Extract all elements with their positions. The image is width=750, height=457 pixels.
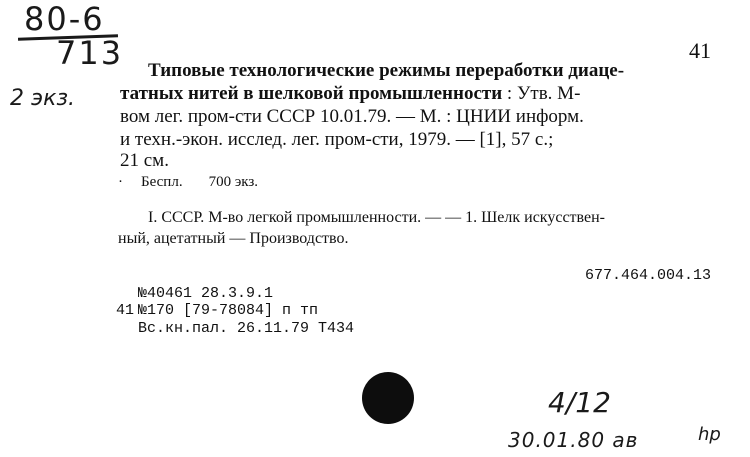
description-line-3: вом лег. пром-сти СССР 10.01.79. — М. : ЦНИИ информ. (120, 106, 584, 127)
reference-line-1: №40461 28.3.9.1 (138, 285, 274, 302)
handwritten-initials: hp (698, 424, 721, 445)
description-line-5: 21 см. (120, 150, 169, 171)
reference-line-3: Вс.кн.пал. 26.11.79 Т434 (138, 320, 355, 337)
circulation: 700 экз. (208, 174, 259, 190)
title-line-1: Типовые технологические режимы переработки диаце- (148, 60, 625, 81)
handwritten-date: 30.01.80 ав (508, 428, 639, 452)
subject-heading-line-2: ный, ацетатный — Производство. (118, 230, 349, 247)
reference-line-2-text: №170 [79-78084] п тп (138, 302, 319, 319)
handwritten-fraction: 4/12 (548, 386, 611, 419)
title-line-2-bold: татных нитей в шелковой промышленности (120, 83, 503, 104)
udc-code: 677.464.004.13 (585, 267, 712, 284)
handwritten-shelf-mark-bottom: 713 (56, 34, 124, 72)
price-bullet: · (118, 174, 123, 190)
handwritten-shelf-mark-top: 80-6 (24, 0, 105, 38)
card-number: 41 (689, 38, 711, 63)
punch-hole (362, 372, 414, 424)
title-line-2-rest: : Утв. М- (502, 83, 581, 104)
subject-heading-line-1: I. СССР. М-во легкой промышленности. — — 1. Шелк искусствен- (148, 209, 605, 226)
price: Беспл. (141, 174, 183, 190)
handwritten-side-note: 2 экз. (10, 86, 76, 111)
description-line-4: и техн.-экон. исслед. лег. пром-сти, 1979. — [1], 57 с.; (120, 129, 554, 150)
reference-line-2 (116, 302, 318, 319)
title-line-2 (120, 83, 580, 105)
price-line (118, 174, 258, 191)
reference-card-number: 41 (116, 302, 135, 319)
